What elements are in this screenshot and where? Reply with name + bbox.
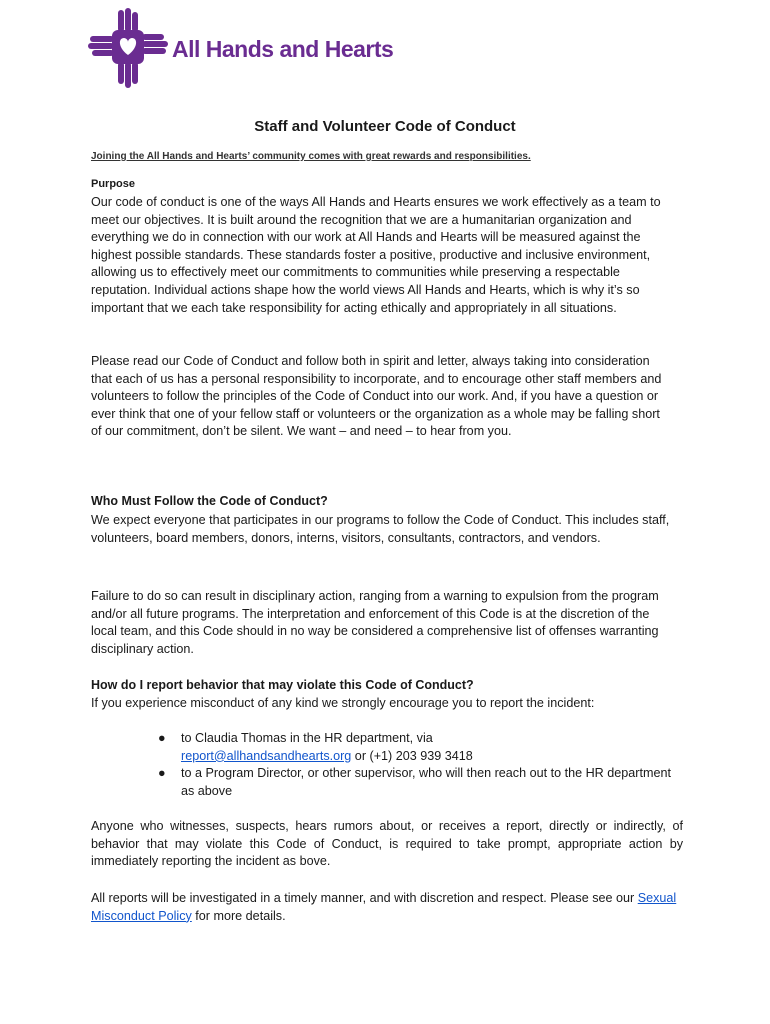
purpose-paragraph-1: Our code of conduct is one of the ways All Hands and Hearts ensures we work effectively as a team to meet our objectives. It is built around the recognition that we are a humanitarian organization and everything we do in connection with our work at All Hands and Hearts will be measured against the highest possible standards. These standards foster a positive, productive and inclusive environment, allowing us to effectively meet our commitments to communities while preserving a respectable reputation. Individual actions shape how the world views All Hands and Hearts, which is why it’s so important that we each take responsibility for acting ethically and appropriately in all situations. [91, 195, 661, 315]
report-heading: How do I report behavior that may violate this Code of Conduct? [91, 678, 474, 692]
intro-line: Joining the All Hands and Hearts’ community comes with great rewards and responsibilities. [91, 151, 531, 162]
report-phone: or (+1) 203 939 3418 [351, 748, 473, 763]
page-title: Staff and Volunteer Code of Conduct [254, 118, 516, 135]
report-lead: If you experience misconduct of any kind we strongly encourage you to report the incident: [91, 696, 595, 710]
report-email-link[interactable]: report@allhandsandhearts.org [181, 748, 352, 763]
bullet-2-text: to a Program Director, or other supervisor, who will then reach out to the HR department as above [181, 766, 671, 798]
hands-heart-icon [88, 8, 168, 88]
list-item [158, 765, 678, 800]
final-paragraph-text: All reports will be investigated in a timely manner, and with discretion and respect. Please see our [91, 891, 638, 905]
purpose-paragraph-2: Please read our Code of Conduct and follow both in spirit and letter, always taking into consideration that each of us has a personal responsibility to incorporate, and to encourage other staff members and volunteers to follow the principles of the Code of Conduct into our work. And, if you have a question or ever think that one of your fellow staff or volunteers or the organization as a whole may be falling short of our commitment, don’t be silent. We want – and need – to hear from you. [91, 354, 662, 439]
organization-logo [88, 8, 408, 90]
witness-paragraph: Anyone who witnesses, suspects, hears rumors about, or receives a report, directly or indirectly, of behavior that may violate this Code of Conduct, is required to take prompt, appropriate action by immediately reporting the incident as bove. [91, 819, 683, 869]
brand-name: All Hands and Hearts [172, 36, 394, 62]
final-paragraph-end: for more details. [191, 908, 286, 923]
who-paragraph-2: Failure to do so can result in disciplinary action, ranging from a warning to expulsion from the program and/or all future programs. The interpretation and enforcement of this Code is at the discretion of the local team, and this Code should in no way be considered a comprehensive list of offenses warranting disciplinary action. [91, 589, 659, 656]
bullet-icon: ● [158, 731, 166, 745]
list-item [158, 730, 678, 765]
final-paragraph [91, 890, 686, 925]
bullet-1-text: to Claudia Thomas in the HR department, via [181, 731, 433, 745]
who-paragraph-1: We expect everyone that participates in our programs to follow the Code of Conduct. This includes staff, volunteers, board members, donors, interns, visitors, consultants, contractors, and vendors. [91, 513, 670, 545]
report-contact-list [158, 730, 678, 800]
bullet-icon: ● [158, 766, 166, 781]
who-heading: Who Must Follow the Code of Conduct? [91, 494, 328, 508]
purpose-heading: Purpose [91, 178, 136, 190]
sexual-misconduct-policy-link[interactable]: Sexual Misconduct Policy [91, 891, 677, 923]
